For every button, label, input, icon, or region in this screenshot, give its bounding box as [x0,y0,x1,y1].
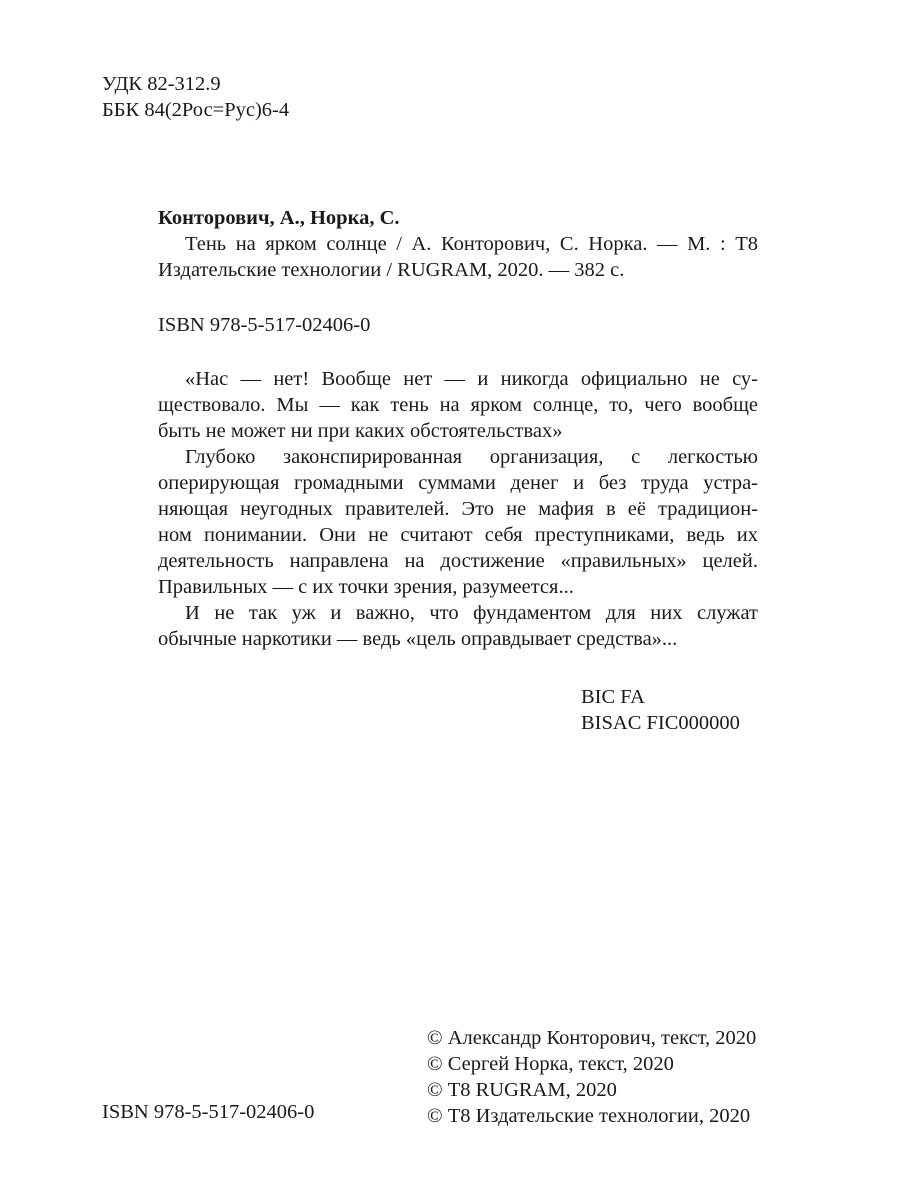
authors-heading: Конторович, А., Норка, С. [158,207,400,229]
annotation-line: ном понимании. Они не считают себя преступниками, ведь их [158,524,758,546]
copyright-line: © Т8 RUGRAM, 2020 [427,1079,617,1101]
copyright-line: © Т8 Издательские технологии, 2020 [427,1105,751,1127]
annotation-line: Правильных — с их точки зрения, разумеется... [158,576,574,598]
subject-codes [581,684,740,736]
bisac-code: BISAC FIC000000 [581,712,740,734]
annotation-line: обычные наркотики — ведь «цель оправдывает средства»... [158,628,678,650]
copyright-line: © Сергей Норка, текст, 2020 [427,1053,674,1075]
isbn-main: ISBN 978-5-517-02406-0 [158,314,371,336]
bic-code: BIC FA [581,686,645,708]
bibliographic-record [158,205,758,283]
isbn-bottom: ISBN 978-5-517-02406-0 [102,1101,315,1123]
annotation-paragraph [158,366,758,444]
title-statement: Тень на ярком солнце / А. Конторович, С. Норка. — М. : Т8 [185,233,758,255]
annotation [158,366,758,652]
annotation-line: няющая неугодных правителей. Это не мафия в её традицион- [158,498,758,520]
udk-code: УДК 82-312.9 [102,73,221,95]
annotation-line: оперирующая громадными суммами денег и без труда устра- [158,472,758,494]
annotation-line: «Нас — нет! Вообще нет — и никогда официально не су- [185,368,758,390]
annotation-line: быть не может ни при каких обстоятельствах» [158,420,563,442]
publication-statement: Издательские технологии / RUGRAM, 2020. — 382 с. [158,259,625,281]
copyright-line: © Александр Конторович, текст, 2020 [427,1027,757,1049]
annotation-line: деятельность направлена на достижение «правильных» целей. [158,550,758,572]
annotation-paragraph [158,600,758,652]
copyright-notices [427,1025,756,1129]
annotation-line: И не так уж и важно, что фундаментом для них служат [185,602,758,624]
annotation-line: ществовало. Мы — как тень на ярком солнце, то, чего вообще [158,394,758,416]
classification-codes [102,71,289,123]
bbk-code: ББК 84(2Рос=Рус)6-4 [102,99,290,121]
annotation-paragraph [158,444,758,600]
annotation-line: Глубоко законспирированная организация, с легкостью [185,446,758,468]
